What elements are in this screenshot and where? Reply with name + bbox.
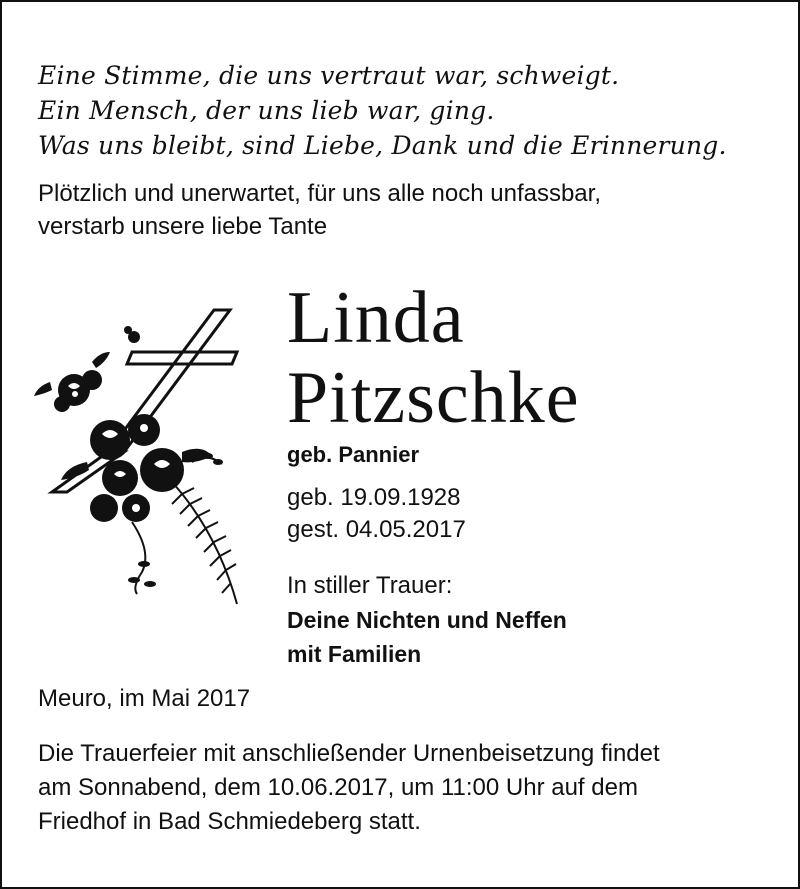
cross-with-roses-icon bbox=[32, 302, 252, 612]
intro-line: Plötzlich und unerwartet, für uns alle noch unfassbar, bbox=[38, 180, 601, 207]
funeral-details bbox=[38, 737, 778, 839]
ceremony-line: Friedhof in Bad Schmiedeberg statt. bbox=[38, 808, 421, 835]
mourners-line: Deine Nichten und Neffen bbox=[287, 607, 567, 633]
intro-line: verstarb unsere liebe Tante bbox=[38, 213, 328, 240]
announcement-intro bbox=[38, 177, 778, 243]
poem-line: Eine Stimme, die uns vertraut war, schweigt. bbox=[38, 61, 620, 90]
deceased-name bbox=[287, 278, 580, 438]
birth-date: geb. 19.09.1928 bbox=[287, 484, 461, 511]
last-name: Pitzschke bbox=[287, 357, 580, 439]
maiden-name: geb. Pannier bbox=[287, 442, 420, 467]
ceremony-line: Die Trauerfeier mit anschließender Urnenbeisetzung findet bbox=[38, 740, 660, 767]
mourners-line: mit Familien bbox=[287, 641, 422, 667]
mourners-block bbox=[287, 569, 567, 671]
poem-line: Ein Mensch, der uns lieb war, ging. bbox=[38, 96, 495, 125]
death-date: gest. 04.05.2017 bbox=[287, 516, 466, 543]
ceremony-line: am Sonnabend, dem 10.06.2017, um 11:00 Uhr auf dem bbox=[38, 774, 638, 801]
life-dates bbox=[287, 482, 466, 546]
first-name: Linda bbox=[287, 277, 465, 359]
memorial-poem bbox=[38, 58, 778, 163]
place-and-date: Meuro, im Mai 2017 bbox=[38, 685, 251, 712]
mourners-intro: In stiller Trauer: bbox=[287, 572, 453, 599]
poem-line: Was uns bleibt, sind Liebe, Dank und die Erinnerung. bbox=[38, 131, 727, 160]
